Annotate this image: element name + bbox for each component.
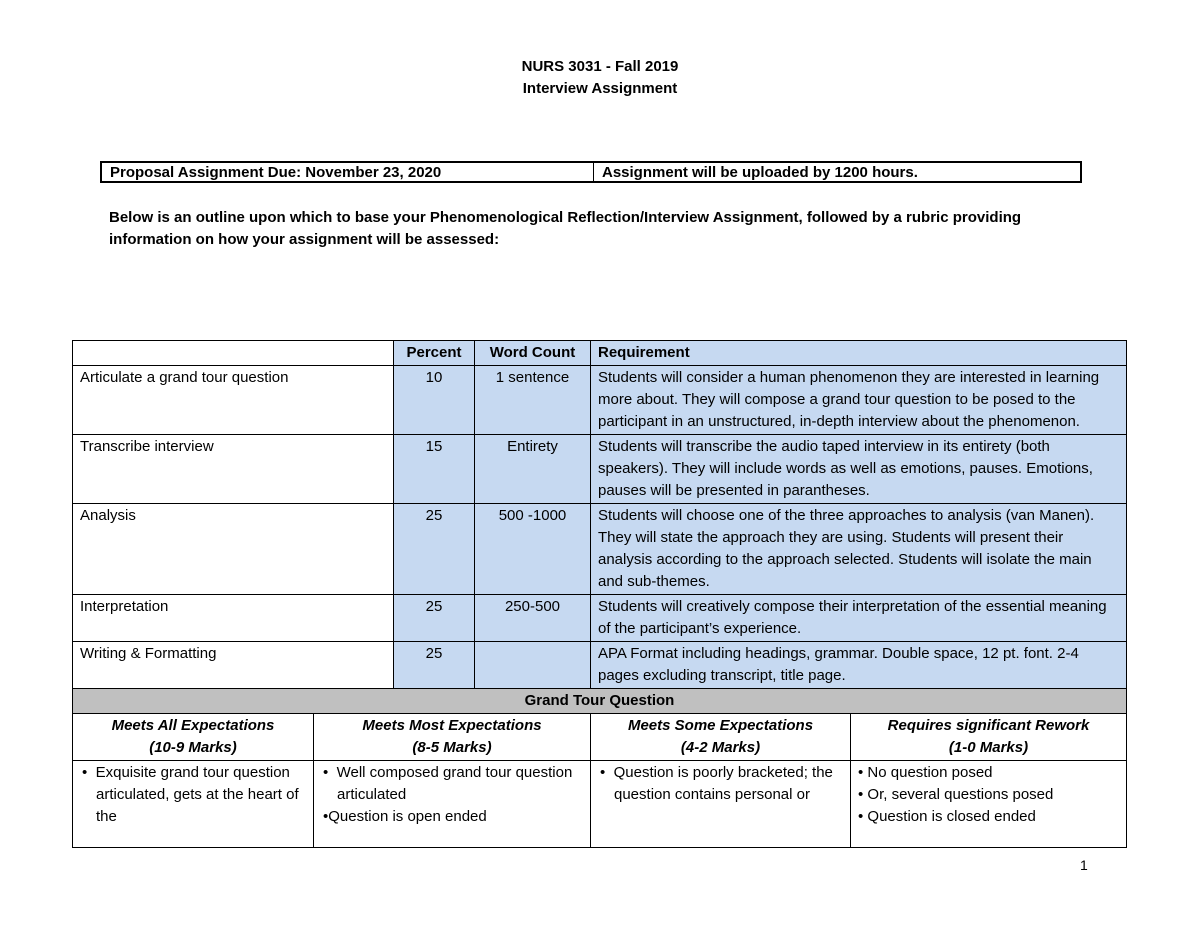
- level-marks: (1-0 Marks): [948, 739, 1029, 756]
- header-component: [73, 341, 394, 366]
- level-title: Meets Some Expectations: [627, 717, 814, 734]
- row-percent: 25: [394, 504, 475, 595]
- criteria-row: [73, 761, 1127, 848]
- row-requirement: Students will creatively compose their interpretation of the essential meaning of the participant’s experience.: [591, 595, 1127, 642]
- levels-row: [73, 714, 1127, 761]
- list-item: • No question posed: [858, 764, 993, 781]
- row-percent: 15: [394, 435, 475, 504]
- level-requires-rework: [851, 714, 1127, 761]
- row-percent: 10: [394, 366, 475, 435]
- level-meets-most: [314, 714, 591, 761]
- row-word-count: Entirety: [475, 435, 591, 504]
- table-row: [73, 366, 1127, 435]
- row-component: Analysis: [73, 504, 394, 595]
- row-word-count: [475, 642, 591, 689]
- row-component: Interpretation: [73, 595, 394, 642]
- level-marks: (4-2 Marks): [680, 739, 761, 756]
- table-row: [73, 504, 1127, 595]
- criteria-requires-rework: [851, 761, 1127, 848]
- list-item: • Question is poorly bracketed; the question contains personal or: [600, 764, 833, 803]
- row-requirement: Students will choose one of the three approaches to analysis (van Manen). They will state the approach they are using. Students will present their analysis according to the approach selected. Students will isolate the main and sub-themes.: [591, 504, 1127, 595]
- list-item: • Question is closed ended: [858, 808, 1036, 825]
- criteria-meets-some: [591, 761, 851, 848]
- due-date-text: Proposal Assignment Due: November 23, 2020: [102, 163, 594, 181]
- level-title: Meets Most Expectations: [362, 717, 542, 734]
- row-component: Articulate a grand tour question: [73, 366, 394, 435]
- row-component: Writing & Formatting: [73, 642, 394, 689]
- list-item: •Question is open ended: [323, 808, 487, 825]
- document-title: [0, 56, 1200, 100]
- row-percent: 25: [394, 642, 475, 689]
- level-marks: (8-5 Marks): [412, 739, 492, 756]
- list-item: • Or, several questions posed: [858, 786, 1054, 803]
- assignment-title: Interview Assignment: [522, 80, 678, 97]
- table-row: [73, 435, 1127, 504]
- row-requirement: APA Format including headings, grammar. Double space, 12 pt. font. 2-4 pages excluding transcript, title page.: [591, 642, 1127, 689]
- due-date-box: [100, 161, 1082, 183]
- level-title: Requires significant Rework: [887, 717, 1090, 734]
- section-header-row: [73, 689, 1127, 714]
- course-title: NURS 3031 - Fall 2019: [521, 58, 679, 75]
- level-title: Meets All Expectations: [111, 717, 275, 734]
- header-word-count: Word Count: [475, 341, 591, 366]
- table-header-row: [73, 341, 1127, 366]
- row-percent: 25: [394, 595, 475, 642]
- upload-note: Assignment will be uploaded by 1200 hours.: [602, 164, 918, 181]
- row-component: Transcribe interview: [73, 435, 394, 504]
- table-row: [73, 642, 1127, 689]
- row-requirement: Students will consider a human phenomenon they are interested in learning more about. They will compose a grand tour question to be posed to the participant in an unstructured, in-depth interview about the phenomenon.: [591, 366, 1127, 435]
- rubric-table: [72, 340, 1127, 848]
- header-requirement: Requirement: [591, 341, 1127, 366]
- level-meets-all: [73, 714, 314, 761]
- level-marks: (10-9 Marks): [149, 739, 237, 756]
- row-requirement: Students will transcribe the audio taped interview in its entirety (both speakers). They will include words as well as emotions, pauses. Emotions, pauses will be presented in parantheses.: [591, 435, 1127, 504]
- table-row: [73, 595, 1127, 642]
- level-meets-some: [591, 714, 851, 761]
- row-word-count: 250-500: [475, 595, 591, 642]
- row-word-count: 500 -1000: [475, 504, 591, 595]
- intro-paragraph: Below is an outline upon which to base your Phenomenological Reflection/Interview Assignment, followed by a rubric providing information on how your assignment will be assessed:: [109, 209, 1022, 248]
- criteria-meets-most: [314, 761, 591, 848]
- row-word-count: 1 sentence: [475, 366, 591, 435]
- criteria-meets-all: [73, 761, 314, 848]
- section-title: Grand Tour Question: [73, 689, 1127, 714]
- header-percent: Percent: [394, 341, 475, 366]
- page-number: 1: [1080, 857, 1088, 873]
- list-item: • Exquisite grand tour question articulated, gets at the heart of the: [82, 764, 299, 825]
- list-item: • Well composed grand tour question articulated: [323, 764, 573, 803]
